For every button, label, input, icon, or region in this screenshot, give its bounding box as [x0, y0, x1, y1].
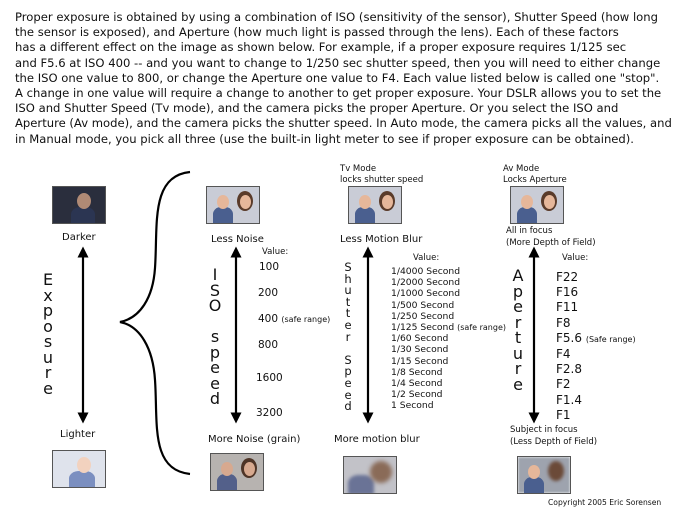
shutter-value: 1/2000 Second [391, 277, 461, 289]
letter: r [514, 359, 522, 378]
aperture-value: F1 [556, 407, 571, 422]
exposure-top-label: Darker [62, 232, 96, 243]
iso-bottom-label: More Noise (grain) [208, 434, 301, 445]
letter: A [512, 266, 524, 285]
intro-line: Aperture (Av mode), and the camera picks the shutter speed. In Auto mode, the camera picks all the values, and [15, 116, 672, 131]
shutter-value: 1/1000 Second [391, 288, 461, 300]
photo-lighter [52, 450, 106, 488]
aperture-values-list [556, 270, 636, 423]
letter: e [210, 358, 220, 377]
photo-more-noise [210, 453, 264, 491]
intro-line: the ISO one value to 800, or change the Aperture one value to F4. Each value listed below is called one "stop". [15, 70, 660, 85]
copyright-text: Copyright 2005 Eric Sorensen [548, 498, 662, 507]
shutter-bottom-label: More motion blur [334, 434, 420, 445]
letter: E [42, 270, 54, 289]
letter: r [44, 363, 52, 382]
aperture-value: F11 [556, 300, 579, 315]
shutter-value: 1/8 Second [391, 366, 443, 378]
aperture-value: F2.8 [556, 362, 582, 377]
aperture-top-label: All in focus (More Depth of Field) [506, 226, 596, 248]
photo-more-blur [343, 456, 397, 494]
photo-darker [52, 186, 106, 224]
aperture-value: F2 [556, 377, 571, 392]
letter: s [210, 327, 220, 346]
exposure-bottom-label: Lighter [60, 429, 96, 440]
iso-value: 200 [258, 287, 279, 299]
letter: e [513, 297, 523, 316]
safe-range-note: (safe range) [281, 315, 331, 324]
letter: d [209, 389, 221, 408]
letter: p [209, 342, 221, 362]
aperture-value: F8 [556, 315, 571, 330]
intro-line: in Manual mode, you pick all three (use the built-in light meter to see if proper exposure can be obtained). [15, 131, 634, 146]
letter: e [344, 375, 352, 390]
shutter-values-list [391, 266, 506, 412]
letter: e [344, 387, 352, 402]
shutter-value: 1/15 Second [391, 355, 449, 367]
letter: t [345, 294, 351, 309]
aperture-value: F16 [556, 285, 579, 300]
letter: S [209, 280, 221, 300]
letter: t [345, 306, 351, 321]
intro-line: the sensor is exposed), and Aperture (how much light is passed through the lens). Each of these factors [15, 25, 619, 40]
iso-top-label: Less Noise [211, 234, 264, 245]
letter: p [42, 301, 54, 320]
photo-all-in-focus [510, 186, 564, 224]
shutter-value: 1 Second [391, 400, 434, 412]
iso-value: 3200 [256, 407, 283, 419]
aperture-value-header: Value: [562, 253, 589, 263]
letter: p [344, 364, 352, 379]
intro-line: A change in one value will require a change to another to get proper exposure. Your DSLR allows you to set the [15, 86, 662, 101]
shutter-value: 1/250 Second [391, 310, 455, 322]
iso-value: 1600 [256, 372, 283, 384]
exposure-vertical-word [38, 272, 58, 396]
intro-line: Proper exposure is obtained by using a combination of ISO (sensitivity of the sensor), Shutter Speed (how long [15, 10, 658, 24]
letter: O [208, 296, 222, 315]
aperture-value: F4 [556, 347, 571, 362]
shutter-value: 1/2 Second [391, 389, 443, 401]
iso-value: 100 [259, 261, 280, 273]
photo-less-blur [348, 186, 402, 224]
letter: x [43, 285, 53, 305]
shutter-value: 1/4000 Second [391, 266, 461, 277]
letter: o [43, 316, 53, 336]
shutter-vertical-word [340, 262, 356, 413]
letter: u [42, 347, 54, 367]
shutter-value-125: 1/125 Second (safe range) [391, 322, 506, 334]
letter: e [513, 374, 523, 394]
iso-value: 800 [258, 339, 279, 351]
aperture-vertical-word [508, 268, 528, 392]
photo-subject-in-focus [517, 456, 571, 494]
intro-line: and F5.6 at ISO 400 -- and you want to change to 1/250 sec shutter speed, then you will need to either change [15, 55, 661, 70]
letter: u [344, 283, 352, 298]
aperture-value: F22 [556, 270, 579, 284]
aperture-value-56: F5.6 (Safe range) [556, 330, 636, 345]
shutter-top-label: Less Motion Blur [340, 234, 423, 245]
av-mode-label: Av Mode Locks Aperture [503, 164, 567, 185]
iso-vertical-word [204, 267, 226, 407]
shutter-value: 1/4 Second [391, 378, 443, 390]
letter: e [43, 378, 53, 398]
shutter-value: 1/500 Second [391, 299, 455, 311]
letter: r [514, 312, 522, 332]
safe-range-note: (Safe range) [585, 334, 636, 344]
tv-mode-label: Tv Mode locks shutter speed [340, 164, 424, 185]
intro-line: has a different effect on the image as shown below. For example, if a proper exposure requires 1/125 sec [15, 40, 627, 55]
letter: S [344, 260, 352, 274]
curly-brace [120, 172, 190, 474]
letter: e [210, 373, 220, 393]
letter: t [514, 328, 522, 347]
photo-less-noise [206, 186, 260, 224]
letter: d [344, 399, 352, 414]
aperture-value: F1.4 [556, 392, 582, 407]
safe-range-note: (safe range) [457, 323, 506, 333]
letter: h [344, 271, 352, 286]
shutter-value-header: Value: [413, 253, 440, 263]
intro-line: ISO and Shutter Speed (Tv mode), and the camera picks the proper Aperture. Or you select the ISO and [15, 101, 619, 116]
iso-value-header: Value: [262, 247, 289, 257]
letter: r [345, 329, 351, 344]
iso-value-400: 400 (safe range) [258, 313, 331, 325]
letter: s [43, 332, 53, 351]
letter: e [344, 317, 352, 332]
letter: S [344, 352, 352, 367]
shutter-value: 1/30 Second [391, 344, 449, 356]
shutter-value: 1/60 Second [391, 333, 449, 345]
aperture-bottom-label: Subject in focus (Less Depth of Field) [510, 425, 598, 447]
letter: I [212, 265, 218, 284]
letter: p [512, 281, 524, 301]
letter: u [512, 343, 524, 363]
